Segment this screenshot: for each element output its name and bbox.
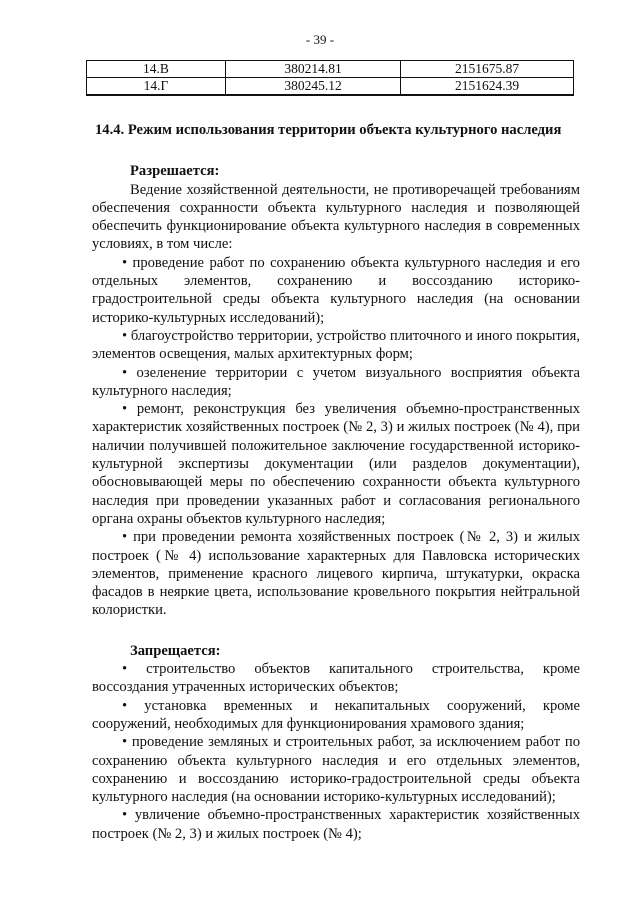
list-item-text: проведение земляных и строительных работ, за исключением работ по сохранению объекта культурного наследия и его отдельных элементов, сохранению и воссозданию историко-градостроительной среды объекта культурного наследия (на основании историко-культурных исследований); xyxy=(92,734,581,806)
table-row xyxy=(87,61,574,78)
list-item-text: увличение объемно-пространственных характеристик хозяйственных построек (№ 2, 3) и жилых построек (№ 4); xyxy=(92,807,580,842)
list-item xyxy=(92,400,580,528)
x-coordinate-cell: 380214.81 xyxy=(226,61,401,78)
table-row xyxy=(87,78,574,96)
list-item-text: строительство объектов капитального строительства, кроме воссоздания утраченных исторических объектов; xyxy=(92,661,580,696)
list-item xyxy=(92,254,580,327)
bullet-icon: • xyxy=(122,807,128,824)
list-item-text: благоустройство территории, устройство плиточного и иного покрытия, элементов освещения, малых архитектурных форм; xyxy=(92,327,580,363)
list-item-text: установка временных и некапитальных сооружений, кроме сооружений, необходимых для функционирования храмового здания; xyxy=(92,697,580,732)
list-item-text: проведение работ по сохранению объекта культурного наследия и его отдельных элементов, сохранению и воссозданию историко-градостроительной среды объекта культурного наследия (на основании историко-культурных исследований); xyxy=(92,254,580,326)
x-coordinate-cell: 380245.12 xyxy=(226,78,401,96)
list-item xyxy=(92,733,580,806)
page-number: - 39 - xyxy=(305,32,335,47)
section-title: 14.4. Режим использования территории объекта культурного наследия xyxy=(95,122,562,138)
document-body xyxy=(92,121,580,843)
bullet-icon: • xyxy=(122,697,128,714)
point-cell: 14.Г xyxy=(87,78,226,96)
bullet-icon: • xyxy=(122,327,128,344)
y-coordinate-cell: 2151675.87 xyxy=(401,61,574,78)
allowed-intro: Ведение хозяйственной деятельности, не противоречащей требованиям обеспечения сохранности объекта культурного наследия и позволяющей обеспечить функционирование объекта культурного наследия в современных условиях, в том числе: xyxy=(92,181,580,253)
list-item-text: при проведении ремонта хозяйственных построек (№ 2, 3) и жилых построек (№ 4) использование характерных для Павловска исторических элементов, применение красного лицевого кирпича, штукатурки, окраска фасадов в неяркие цвета, использование кровельного покрытия нейтральной колористки. xyxy=(92,529,581,619)
bullet-icon: • xyxy=(122,661,128,678)
bullet-icon: • xyxy=(122,734,128,751)
list-item xyxy=(92,806,580,843)
list-item xyxy=(92,697,580,734)
list-item xyxy=(92,364,580,401)
forbidden-heading: Запрещается: xyxy=(130,642,221,659)
list-item-text: озеленение территории с учетом визуального восприятия объекта культурного наследия; xyxy=(92,364,580,399)
list-item xyxy=(92,660,580,697)
y-coordinate-cell: 2151624.39 xyxy=(401,78,574,96)
coordinates-table xyxy=(86,60,574,96)
bullet-icon: • xyxy=(122,529,128,546)
bullet-icon: • xyxy=(122,254,128,271)
list-item xyxy=(92,327,580,364)
list-item-text: ремонт, реконструкция без увеличения объемно-пространственных характеристик хозяйственных построек (№ 2, 3) и жилых построек (№ 4), при наличии получившей положительное заключение государственной историко-культурной экспертизы документации (или разделов документации), обосновывающей меры по обеспечению сохранности объекта культурного наследия при проведении указанных работ и согласования регионального органа охраны объектов культурного наследия; xyxy=(92,401,581,527)
allowed-heading: Разрешается: xyxy=(130,163,220,180)
bullet-icon: • xyxy=(122,401,128,418)
list-item xyxy=(92,528,580,619)
point-cell: 14.В xyxy=(87,61,226,78)
bullet-icon: • xyxy=(122,364,128,381)
